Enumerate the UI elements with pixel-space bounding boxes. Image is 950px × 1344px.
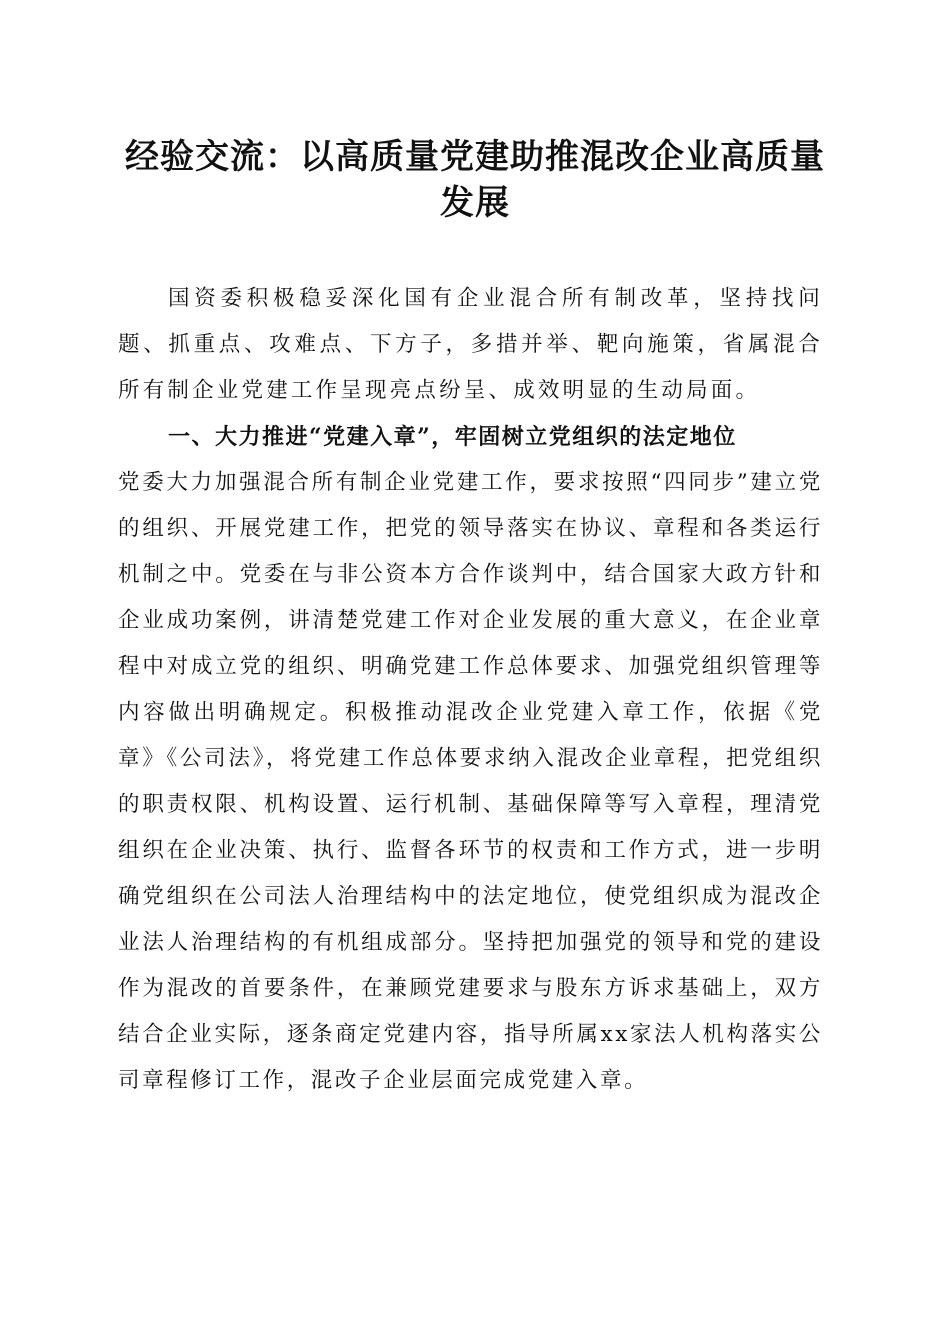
title-line-2: 发展 (440, 183, 510, 223)
intro-paragraph: 国资委积极稳妥深化国有企业混合所有制改革，坚持找问题、抓重点、攻难点、下方子，多措并举、靶向施策，省属混合所有制企业党建工作呈现亮点纷呈、成效明显的生动局面。 (118, 286, 823, 403)
section-body-1: 党委大力加强混合所有制企业党建工作，要求按照“四同步”建立党的组织、开展党建工作，把党的领导落实在协议、章程和各类运行机制之中。党委在与非公资本方合作谈判中，结合国家大政方针和企业成功案例，讲清楚党建工作对企业发展的重大意义，在企业章程中对成立党的组织、明确党建工作总体要求、加强党组织管理等内容做出明确规定。积极推动混改企业党建入章工作，依据《党章》《公司法》，将党建工作总体要求纳入混改企业章程，把党组织的职责权限、机构设置、运行机制、基础保障等写入章程，理清党组织在企业决策、执行、监督各环节的权责和工作方式，进一步明确党组织在公司法人治理结构中的法定地位，使党组织成为混改企业法人治理结构的有机组成部分。坚持把加强党的领导和党的建设作为混改的首要条件，在兼顾党建要求与股东方诉求基础上，双方结合企业实际，逐条商定党建内容，指导所属xx家法人机构落实公司章程修订工作，混改子企业层面完成党建入章。 (118, 470, 823, 1093)
document-title (118, 134, 832, 226)
section-heading-1: 一、大力推进“党建入章”，牢固树立党组织的法定地位 (168, 424, 737, 450)
title-line-1: 经验交流：以高质量党建助推混改企业高质量 (125, 137, 825, 177)
